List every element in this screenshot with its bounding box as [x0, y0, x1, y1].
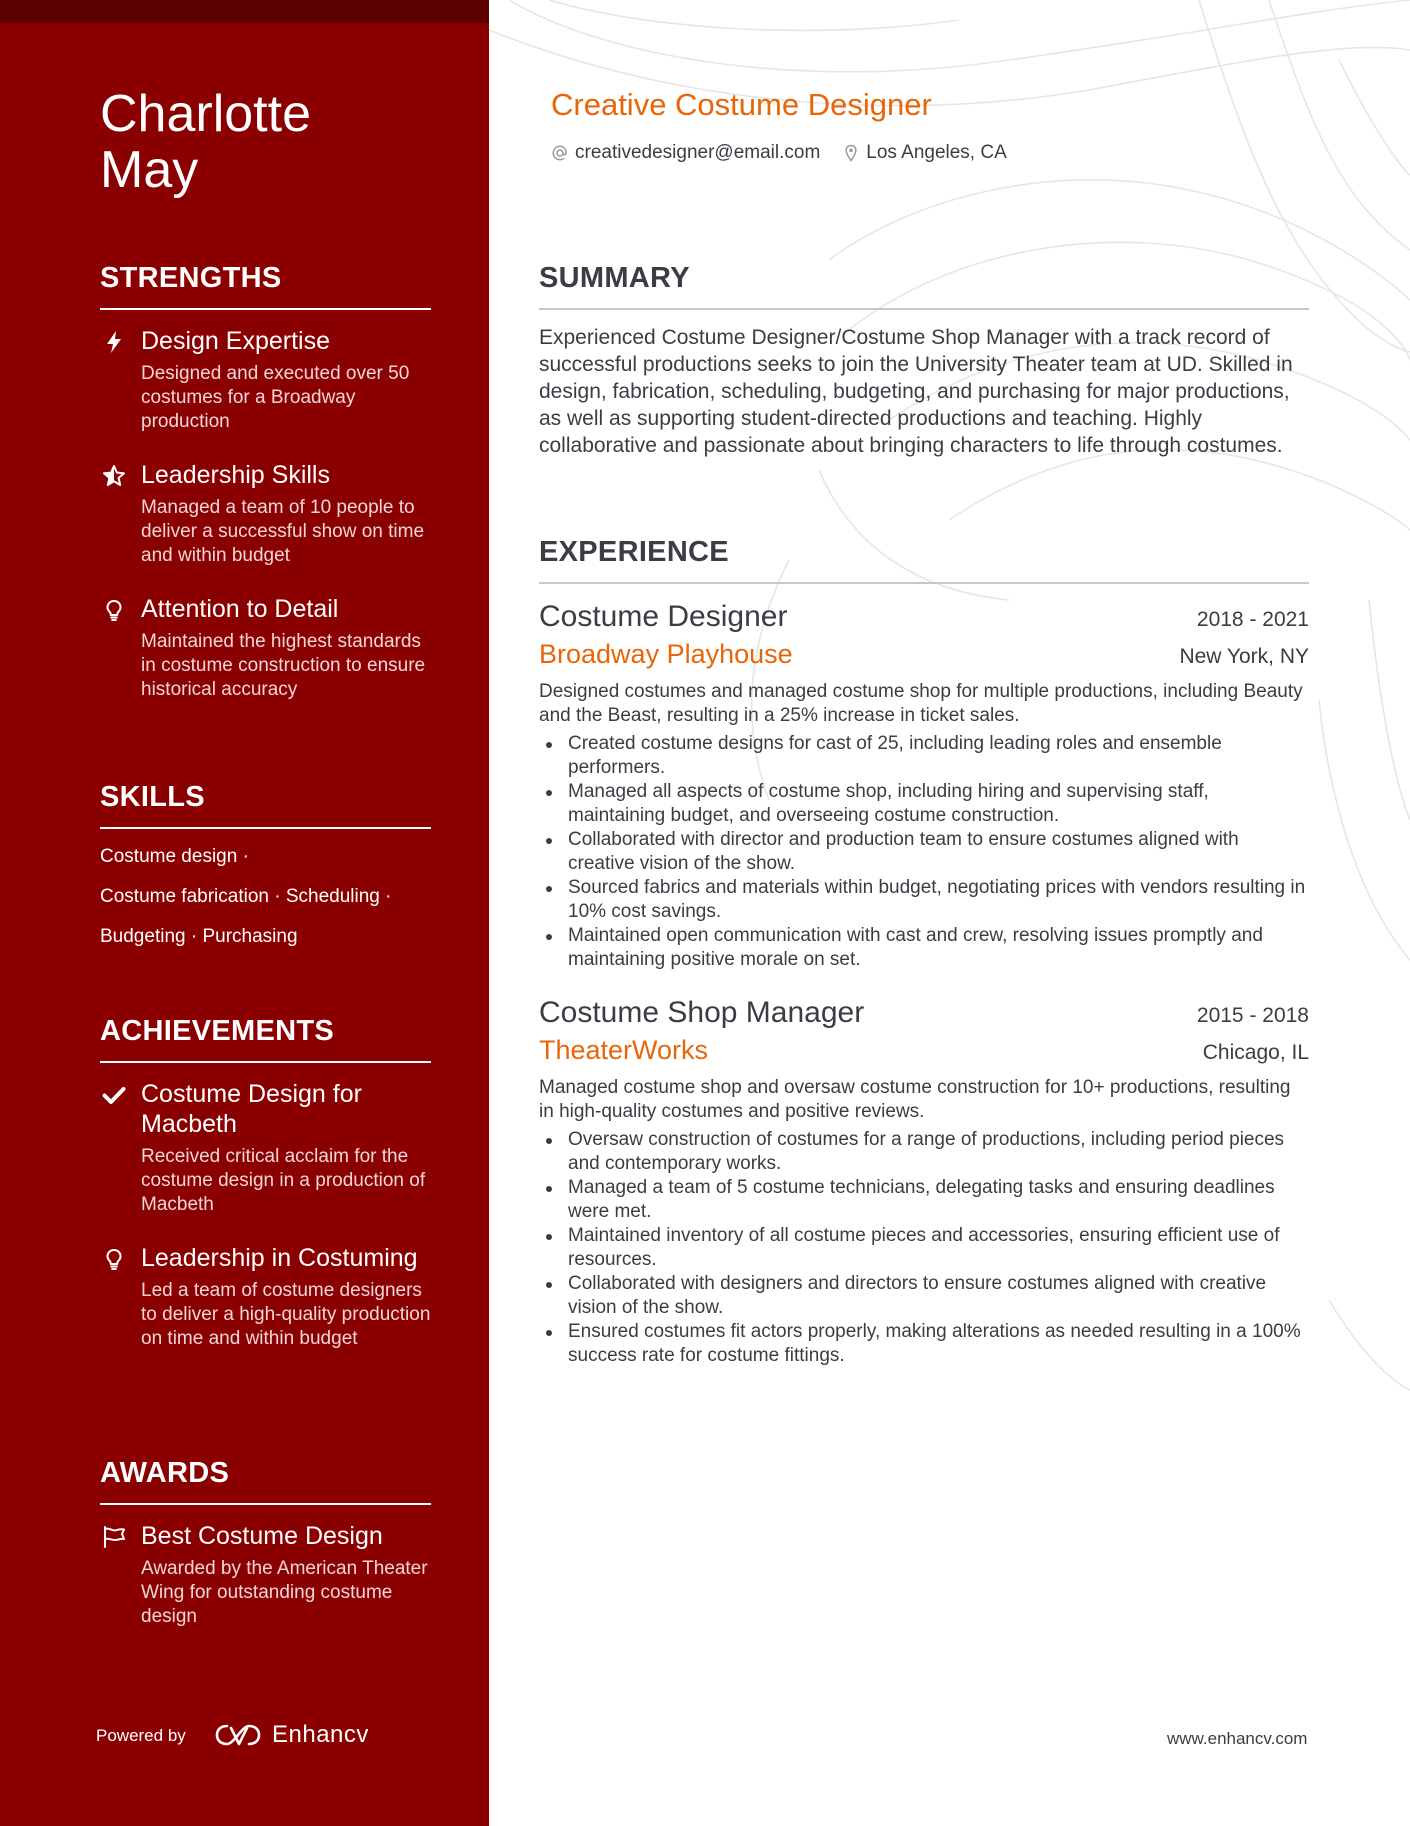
award-item — [100, 1521, 431, 1629]
achievement-item — [100, 1079, 431, 1217]
headline: Creative Costume Designer — [551, 87, 932, 122]
experience-entry — [539, 994, 1309, 1368]
enhancv-brand-name: Enhancv — [272, 1721, 369, 1748]
job-location: Chicago, IL — [1202, 1041, 1309, 1064]
job-dates: 2015 - 2018 — [1196, 1004, 1309, 1027]
contact-bar — [551, 142, 1007, 164]
powered-by-label: Powered by — [96, 1726, 186, 1745]
name-first: Charlotte — [100, 85, 311, 143]
candidate-name — [100, 86, 460, 198]
lightbulb-icon — [102, 1247, 126, 1271]
awards-heading: AWARDS — [100, 1455, 431, 1505]
skills-list — [100, 841, 431, 961]
strength-item — [100, 594, 431, 702]
skills-section — [100, 779, 431, 961]
job-bullet: Sourced fabrics and materials within budget, negotiating prices with vendors resulting in 10% cost savings. — [539, 876, 1309, 924]
at-icon — [551, 144, 569, 162]
job-dates: 2018 - 2021 — [1196, 608, 1309, 631]
lightbulb-icon — [102, 598, 126, 622]
email-link[interactable]: creativedesigner@email.com — [575, 142, 821, 163]
job-bullet: Maintained inventory of all costume pieces and accessories, ensuring efficient use of resources. — [539, 1224, 1309, 1272]
job-bullet: Oversaw construction of costumes for a range of productions, including period pieces and contemporary works. — [539, 1128, 1309, 1176]
website-link[interactable]: www.enhancv.com — [1167, 1729, 1308, 1748]
job-location: New York, NY — [1179, 645, 1309, 668]
achievement-desc: Received critical acclaim for the costume design in a production of Macbeth — [141, 1146, 426, 1215]
summary-section — [539, 260, 1309, 459]
job-bullet: Collaborated with director and production team to ensure costumes aligned with creative vision of the show. — [539, 828, 1309, 876]
achievement-title: Costume Design for Macbeth — [141, 1080, 362, 1138]
achievement-item — [100, 1243, 431, 1351]
flag-icon — [102, 1525, 126, 1549]
sidebar — [0, 0, 489, 1826]
strengths-section — [100, 260, 431, 702]
strength-item — [100, 326, 431, 434]
achievement-title: Leadership in Costuming — [141, 1244, 418, 1272]
achievements-section — [100, 1013, 431, 1351]
skills-row: Budgeting · Purchasing — [100, 926, 298, 947]
job-description: Designed costumes and managed costume shop for multiple productions, including Beauty and the Beast, resulting in a 25% increase in ticket sales. — [539, 681, 1303, 726]
award-desc: Awarded by the American Theater Wing for outstanding costume design — [141, 1558, 428, 1627]
award-title: Best Costume Design — [141, 1522, 383, 1550]
enhancv-logo-icon — [214, 1720, 262, 1750]
job-bullets — [539, 1128, 1309, 1368]
experience-heading: EXPERIENCE — [539, 534, 1309, 584]
strength-title: Design Expertise — [141, 327, 330, 355]
job-bullet: Managed a team of 5 costume technicians, delegating tasks and ensuring deadlines were met. — [539, 1176, 1309, 1224]
strength-desc: Designed and executed over 50 costumes for a Broadway production — [141, 363, 410, 432]
job-company: TheaterWorks — [539, 1035, 709, 1065]
enhancv-brand-link[interactable] — [214, 1720, 369, 1750]
summary-text: Experienced Costume Designer/Costume Shop Manager with a track record of successful productions seeks to join the University Theater team at UD. Skilled in design, fabrication, scheduling, budgeting, and purchasing for major productions, as well as supporting student-directed productions and teaching. Highly collaborative and passionate about bringing characters to life through costumes. — [539, 326, 1293, 457]
job-role: Costume Designer — [539, 600, 788, 633]
experience-section — [539, 534, 1309, 1368]
star-icon — [102, 464, 126, 488]
location-text: Los Angeles, CA — [866, 142, 1007, 163]
skills-row: Costume design · — [100, 846, 249, 867]
achievement-desc: Led a team of costume designers to deliver a high-quality production on time and within budget — [141, 1280, 431, 1349]
sidebar-top-band — [0, 0, 489, 23]
lightning-icon — [102, 330, 126, 354]
pin-icon — [842, 144, 860, 162]
strength-title: Attention to Detail — [141, 595, 339, 623]
job-bullets — [539, 732, 1309, 972]
achievements-heading: ACHIEVEMENTS — [100, 1013, 431, 1063]
strength-title: Leadership Skills — [141, 461, 330, 489]
job-bullet: Managed all aspects of costume shop, including hiring and supervising staff, maintaining budget, and overseeing costume construction. — [539, 780, 1309, 828]
job-bullet: Collaborated with designers and directors to ensure costumes aligned with creative vision of the show. — [539, 1272, 1309, 1320]
checkmark-icon — [102, 1083, 126, 1107]
experience-entry — [539, 598, 1309, 972]
awards-section — [100, 1455, 431, 1629]
strengths-heading: STRENGTHS — [100, 260, 431, 310]
job-role: Costume Shop Manager — [539, 996, 865, 1029]
strength-desc: Managed a team of 10 people to deliver a successful show on time and within budget — [141, 497, 425, 566]
skills-heading: SKILLS — [100, 779, 431, 829]
job-bullet: Created costume designs for cast of 25, including leading roles and ensemble performers. — [539, 732, 1309, 780]
strength-desc: Maintained the highest standards in costume construction to ensure historical accuracy — [141, 631, 426, 700]
job-bullet: Maintained open communication with cast and crew, resolving issues promptly and maintaining positive morale on set. — [539, 924, 1309, 972]
job-bullet: Ensured costumes fit actors properly, making alterations as needed resulting in a 100% success rate for costume fittings. — [539, 1320, 1309, 1368]
name-last: May — [100, 141, 199, 199]
strength-item — [100, 460, 431, 568]
skills-row: Costume fabrication · Scheduling · — [100, 886, 392, 907]
summary-heading: SUMMARY — [539, 260, 1309, 310]
job-company: Broadway Playhouse — [539, 639, 793, 669]
job-description: Managed costume shop and oversaw costume construction for 10+ productions, resulting in high-quality costumes and positive reviews. — [539, 1077, 1291, 1122]
main-content — [489, 0, 1410, 1826]
